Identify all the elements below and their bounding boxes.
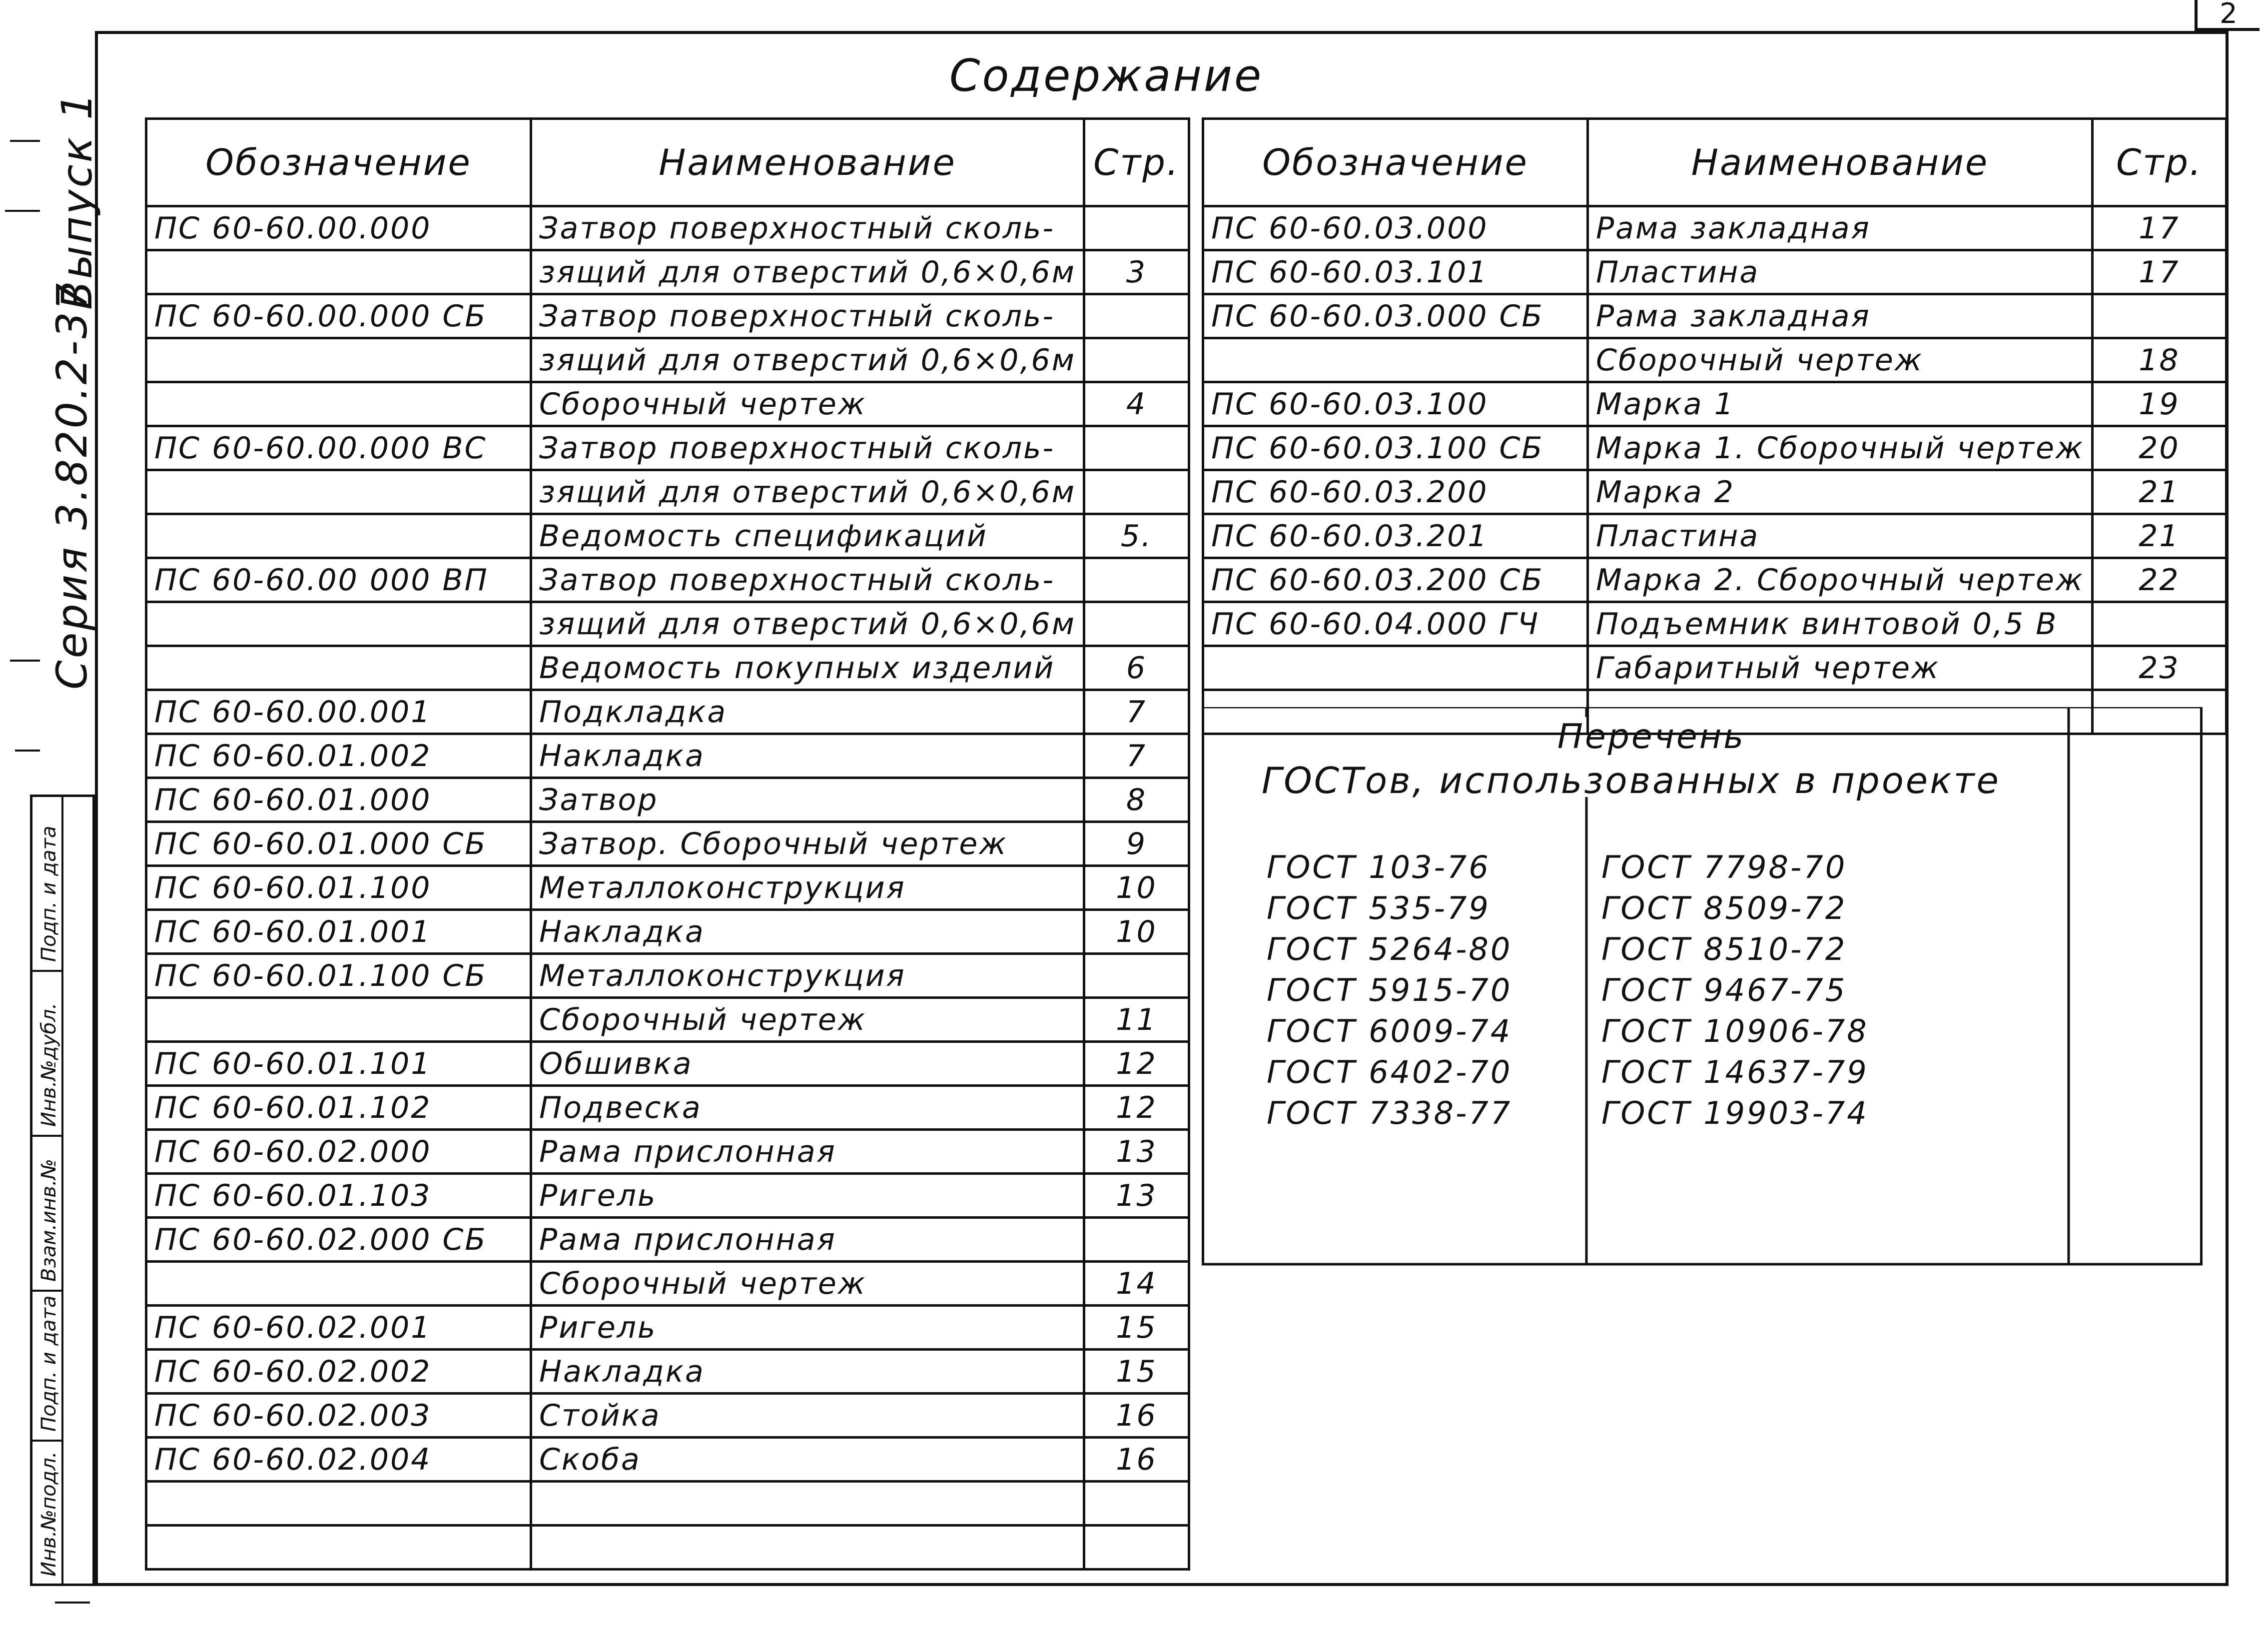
table-row: [1203, 382, 2227, 426]
side-series-label: Серия 3.820.2-37: [47, 281, 96, 690]
row-designation: ПС 60-60.01.100: [146, 866, 531, 910]
row-name: Затвор: [531, 778, 1084, 822]
row-page: 15: [1084, 1306, 1189, 1350]
row-designation: ПС 60-60.01.103: [146, 1174, 531, 1218]
gost-list-left: [1267, 847, 1512, 1134]
row-name: Накладка: [531, 1350, 1084, 1394]
table-row: [146, 910, 1189, 954]
margin-tick: [15, 750, 40, 752]
contents-table-right: [1202, 117, 2228, 735]
row-designation: [146, 1482, 531, 1526]
row-page: [1084, 338, 1189, 382]
column-header-name: Наименование: [1588, 119, 2093, 206]
table-row: [146, 646, 1189, 690]
column-header-page: Стр.: [1084, 119, 1189, 206]
row-name: Сборочный чертеж: [531, 1262, 1084, 1306]
row-name: Рама прислонная: [531, 1218, 1084, 1262]
row-name: Сборочный чертеж: [531, 998, 1084, 1042]
row-designation: ПС 60-60.01.001: [146, 910, 531, 954]
contents-right-body: [1203, 206, 2227, 734]
row-name: Пластина: [1588, 250, 2093, 294]
row-page: 10: [1084, 910, 1189, 954]
row-designation: [1203, 646, 1588, 690]
row-name: Металлоконструкция: [531, 866, 1084, 910]
row-name: Подкладка: [531, 690, 1084, 734]
row-designation: ПС 60-60.01.100 СБ: [146, 954, 531, 998]
row-name: Ригель: [531, 1174, 1084, 1218]
row-name: Пластина: [1588, 514, 2093, 558]
row-page: 15: [1084, 1350, 1189, 1394]
table-row: [146, 426, 1189, 470]
row-name: зящий для отверстий 0,6×0,6м: [531, 602, 1084, 646]
row-page: 14: [1084, 1262, 1189, 1306]
row-designation: ПС 60-60.03.000: [1203, 206, 1588, 250]
row-name: Затвор поверхностный сколь-: [531, 426, 1084, 470]
margin-tick: [5, 210, 40, 212]
row-page: [1084, 558, 1189, 602]
contents-table-left: [145, 117, 1190, 1571]
side-vypusk-label: Выпуск 1: [52, 91, 101, 310]
gost-list-right: [1601, 847, 1869, 1134]
row-page: 16: [1084, 1394, 1189, 1438]
row-page: 4: [1084, 382, 1189, 426]
row-name: Марка 1. Сборочный чертеж: [1588, 426, 2093, 470]
row-designation: ПС 60-60.02.004: [146, 1438, 531, 1482]
page-title: Содержание: [949, 50, 1264, 101]
gost-item: ГОСТ 8509-72: [1601, 890, 1847, 926]
table-row: [146, 822, 1189, 866]
row-name: Габаритный чертеж: [1588, 646, 2093, 690]
stamp-label: Подп. и дата: [37, 825, 60, 962]
row-name: Сборочный чертеж: [1588, 338, 2093, 382]
row-name: Накладка: [531, 734, 1084, 778]
table-row: [1203, 338, 2227, 382]
table-row: [146, 1130, 1189, 1174]
row-name: зящий для отверстий 0,6×0,6м: [531, 470, 1084, 514]
row-name: Ведомость спецификаций: [531, 514, 1084, 558]
gost-item: ГОСТ 14637-79: [1601, 1054, 1869, 1090]
margin-tick: [10, 660, 40, 662]
column-header-name: Наименование: [531, 119, 1084, 206]
table-row: [146, 1526, 1189, 1570]
table-row: [146, 1218, 1189, 1262]
row-designation: [146, 470, 531, 514]
row-designation: ПС 60-60.00.000: [146, 206, 531, 250]
row-page: [1084, 1526, 1189, 1570]
gost-item: ГОСТ 103-76: [1267, 849, 1491, 885]
row-page: [1084, 470, 1189, 514]
row-designation: ПС 60-60.02.000 СБ: [146, 1218, 531, 1262]
row-name: Рама закладная: [1588, 206, 2093, 250]
row-page: 7: [1084, 734, 1189, 778]
row-page: 10: [1084, 866, 1189, 910]
row-page: [2092, 294, 2226, 338]
row-designation: ПС 60-60.02.001: [146, 1306, 531, 1350]
row-designation: [146, 602, 531, 646]
table-row: [146, 734, 1189, 778]
row-page: 16: [1084, 1438, 1189, 1482]
table-row: [1203, 558, 2227, 602]
gost-item: ГОСТ 5915-70: [1267, 972, 1512, 1008]
table-row: [146, 1306, 1189, 1350]
row-page: 3: [1084, 250, 1189, 294]
row-designation: [146, 514, 531, 558]
row-page: [1084, 206, 1189, 250]
gost-item: ГОСТ 535-79: [1267, 890, 1491, 926]
row-name: зящий для отверстий 0,6×0,6м: [531, 338, 1084, 382]
stamp-label: Инв.№дубл.: [37, 1002, 60, 1127]
row-page: [1084, 602, 1189, 646]
row-page: [1084, 1218, 1189, 1262]
row-designation: [146, 338, 531, 382]
table-row: [146, 998, 1189, 1042]
row-page: 12: [1084, 1042, 1189, 1086]
column-header-designation: Обозначение: [1203, 119, 1588, 206]
gost-item: ГОСТ 19903-74: [1601, 1095, 1869, 1131]
gost-item: ГОСТ 10906-78: [1601, 1013, 1869, 1049]
row-name: [531, 1482, 1084, 1526]
row-designation: ПС 60-60.00.000 ВС: [146, 426, 531, 470]
row-designation: [146, 382, 531, 426]
gost-item: ГОСТ 7338-77: [1267, 1095, 1512, 1131]
column-header-page: Стр.: [2092, 119, 2226, 206]
row-designation: ПС 60-60.01.102: [146, 1086, 531, 1130]
table-row: [146, 514, 1189, 558]
gost-item: ГОСТ 6009-74: [1267, 1013, 1512, 1049]
row-page: 12: [1084, 1086, 1189, 1130]
stamp-cell: [32, 797, 61, 972]
row-name: Затвор поверхностный сколь-: [531, 294, 1084, 338]
row-page: 13: [1084, 1130, 1189, 1174]
row-designation: ПС 60-60.02.000: [146, 1130, 531, 1174]
row-designation: ПС 60-60.01.000 СБ: [146, 822, 531, 866]
stamp-label: Инв.№подл.: [37, 1451, 60, 1577]
row-name: Затвор. Сборочный чертеж: [531, 822, 1084, 866]
table-row: [146, 954, 1189, 998]
row-page: 13: [1084, 1174, 1189, 1218]
row-designation: ПС 60-60.02.003: [146, 1394, 531, 1438]
row-designation: ПС 60-60.01.002: [146, 734, 531, 778]
row-page: 6: [1084, 646, 1189, 690]
row-page: 7: [1084, 690, 1189, 734]
approval-stamp-strip: [30, 795, 95, 1586]
table-row: [1203, 206, 2227, 250]
row-page: 20: [2092, 426, 2226, 470]
row-page: 17: [2092, 250, 2226, 294]
row-name: Марка 2. Сборочный чертеж: [1588, 558, 2093, 602]
stamp-cell: [32, 1292, 61, 1442]
row-page: 21: [2092, 514, 2226, 558]
table-row: [146, 294, 1189, 338]
table-row: [1203, 426, 2227, 470]
table-row: [1203, 250, 2227, 294]
margin-tick: [55, 1602, 90, 1604]
row-page: [1084, 954, 1189, 998]
table-row: [146, 1394, 1189, 1438]
row-designation: [146, 646, 531, 690]
row-name: Подъемник винтовой 0,5 В: [1588, 602, 2093, 646]
row-designation: ПС 60-60.00.000 СБ: [146, 294, 531, 338]
table-row: [146, 1438, 1189, 1482]
page-number: 2: [2195, 0, 2260, 31]
row-name: Затвор поверхностный сколь-: [531, 206, 1084, 250]
table-row: [1203, 294, 2227, 338]
stamp-label: Подп. и дата: [37, 1295, 60, 1432]
row-name: Рама закладная: [1588, 294, 2093, 338]
row-name: Подвеска: [531, 1086, 1084, 1130]
row-designation: ПС 60-60.04.000 ГЧ: [1203, 602, 1588, 646]
table-row: [146, 382, 1189, 426]
table-row: [146, 1350, 1189, 1394]
row-page: [1084, 1482, 1189, 1526]
stamp-cell: [32, 1137, 61, 1292]
table-header-row: [146, 119, 1189, 206]
table-row: [146, 778, 1189, 822]
column-header-designation: Обозначение: [146, 119, 531, 206]
row-page: 21: [2092, 470, 2226, 514]
row-designation: ПС 60-60.01.101: [146, 1042, 531, 1086]
row-page: [2092, 602, 2226, 646]
row-name: Рама прислонная: [531, 1130, 1084, 1174]
stamp-cell: [32, 972, 61, 1137]
row-name: Ригель: [531, 1306, 1084, 1350]
table-row: [146, 690, 1189, 734]
row-name: Марка 1: [1588, 382, 2093, 426]
row-name: Затвор поверхностный сколь-: [531, 558, 1084, 602]
table-row: [146, 1042, 1189, 1086]
row-designation: [146, 998, 531, 1042]
margin-tick: [10, 140, 40, 142]
row-designation: [1203, 338, 1588, 382]
table-row: [146, 866, 1189, 910]
table-row: [1203, 646, 2227, 690]
row-designation: ПС 60-60.03.200: [1203, 470, 1588, 514]
gost-item: ГОСТ 8510-72: [1601, 931, 1847, 967]
row-page: 19: [2092, 382, 2226, 426]
table-row: [146, 206, 1189, 250]
table-row: [146, 470, 1189, 514]
row-designation: ПС 60-60.03.000 СБ: [1203, 294, 1588, 338]
row-name: Металлоконструкция: [531, 954, 1084, 998]
table-row: [1203, 602, 2227, 646]
stamp-divider: [61, 797, 63, 1584]
table-row: [146, 602, 1189, 646]
table-row: [146, 1262, 1189, 1306]
row-page: [1084, 426, 1189, 470]
row-designation: ПС 60-60.03.201: [1203, 514, 1588, 558]
row-page: 9: [1084, 822, 1189, 866]
row-designation: ПС 60-60.01.000: [146, 778, 531, 822]
gost-item: ГОСТ 5264-80: [1267, 931, 1512, 967]
row-page: 11: [1084, 998, 1189, 1042]
contents-left-body: [146, 206, 1189, 1570]
row-designation: [146, 1262, 531, 1306]
table-row: [146, 338, 1189, 382]
gost-item: ГОСТ 9467-75: [1601, 972, 1847, 1008]
row-name: Скоба: [531, 1438, 1084, 1482]
row-name: Ведомость покупных изделий: [531, 646, 1084, 690]
table-row: [146, 1174, 1189, 1218]
table-row: [146, 1482, 1189, 1526]
row-page: 22: [2092, 558, 2226, 602]
row-name: Накладка: [531, 910, 1084, 954]
row-designation: [146, 250, 531, 294]
stamp-label: Взам.инв.№: [37, 1158, 60, 1282]
table-row: [146, 250, 1189, 294]
row-page: 5.: [1084, 514, 1189, 558]
row-name: Обшивка: [531, 1042, 1084, 1086]
stamp-cell: [32, 1442, 61, 1587]
gost-list-title: Перечень: [1557, 717, 1746, 757]
gost-item: ГОСТ 6402-70: [1267, 1054, 1512, 1090]
table-row: [1203, 514, 2227, 558]
row-page: [1084, 294, 1189, 338]
table-header-row: [1203, 119, 2227, 206]
table-row: [146, 558, 1189, 602]
gost-item: ГОСТ 7798-70: [1601, 849, 1847, 885]
gost-list-subtitle: ГОСТов, использованных в проекте: [1262, 760, 2001, 802]
row-name: Марка 2: [1588, 470, 2093, 514]
row-designation: ПС 60-60.00.001: [146, 690, 531, 734]
table-row: [146, 1086, 1189, 1130]
row-designation: [146, 1526, 531, 1570]
row-page: 17: [2092, 206, 2226, 250]
row-designation: ПС 60-60.03.100 СБ: [1203, 426, 1588, 470]
row-designation: ПС 60-60.03.200 СБ: [1203, 558, 1588, 602]
row-designation: ПС 60-60.00 000 ВП: [146, 558, 531, 602]
row-designation: ПС 60-60.03.100: [1203, 382, 1588, 426]
row-designation: ПС 60-60.03.101: [1203, 250, 1588, 294]
row-name: зящий для отверстий 0,6×0,6м: [531, 250, 1084, 294]
row-designation: ПС 60-60.02.002: [146, 1350, 531, 1394]
row-page: 18: [2092, 338, 2226, 382]
row-page: 8: [1084, 778, 1189, 822]
row-name: [531, 1526, 1084, 1570]
row-name: Сборочный чертеж: [531, 382, 1084, 426]
row-page: 23: [2092, 646, 2226, 690]
table-row: [1203, 470, 2227, 514]
row-name: Стойка: [531, 1394, 1084, 1438]
gost-list-block: [1202, 707, 2203, 1266]
